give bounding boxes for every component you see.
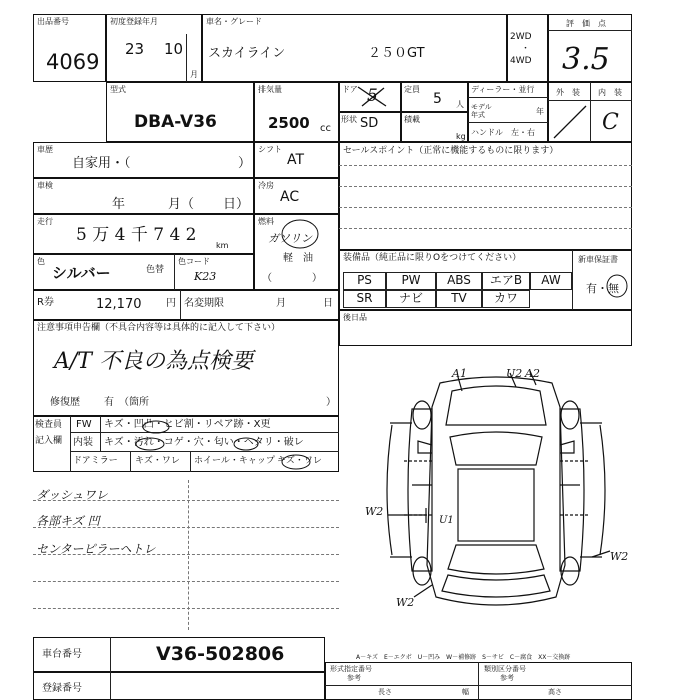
form-label: 形状 (341, 115, 357, 124)
repair-label: 修復歴 (50, 397, 80, 408)
diagram-mark-a1: A1 (452, 367, 467, 380)
other-label: 後日品 (343, 313, 367, 322)
inspector-label-1: 検査員 (35, 420, 63, 430)
reg-number-label: 登録番号 (42, 683, 82, 694)
door-value: 5 (367, 86, 378, 106)
diagram-mark-a2: A2 (525, 367, 540, 380)
registration-year: 23 (125, 40, 145, 58)
recycle-amount: 12,170 (96, 297, 142, 312)
repair-close: ） (326, 397, 336, 408)
door-cross-mark (356, 84, 390, 110)
displacement-label: 排気量 (258, 85, 282, 94)
fuel-paren: （ ） (262, 273, 322, 284)
equip-airbag: エアB (482, 272, 530, 290)
hand-note-3: センターピラーヘトレ (36, 542, 156, 556)
color-label: 色 (37, 257, 45, 266)
kg-unit: kg (456, 132, 466, 141)
interior-check-items: キズ・汚れ・コゲ・穴・匂い・ヘタリ・破レ (104, 437, 304, 448)
model-label: 型式 (110, 85, 126, 94)
chassis-number: V36-502806 (156, 643, 285, 665)
door-label: ドア (342, 85, 358, 94)
equip-pw: PW (386, 272, 436, 290)
equip-navi: ナビ (386, 290, 436, 308)
mirror-label: ドアミラー (73, 456, 118, 466)
warranty-value: 有・無 (586, 282, 619, 295)
month-unit: 月 (190, 70, 198, 79)
wheel-items: キズ・ワレ (277, 456, 322, 466)
mileage-value: 5 万 4 千 7 4 2 (76, 225, 197, 245)
equip-tv: TV (436, 290, 482, 308)
equip-leather: カワ (482, 290, 530, 308)
equip-ps: PS (343, 272, 386, 290)
score-label: 評 価 点 (566, 19, 606, 28)
registration-label: 初度登録年月 (110, 17, 158, 26)
car-name: スカイライン (208, 46, 286, 61)
class-number-label: 類別区分番号 (484, 665, 526, 673)
inspection-label: 車検 (37, 181, 53, 190)
chassis-label: 車台番号 (42, 649, 82, 660)
shift-label: シフト (258, 145, 282, 154)
drive-2wd: 2WD (510, 32, 532, 42)
interior-check-label: 内装 (73, 437, 93, 448)
warranty-circle-mark (604, 272, 630, 300)
class-number-sub: 参考 (500, 674, 514, 682)
category-close: ） (238, 156, 252, 171)
fuel-value: ガソリン (268, 232, 312, 245)
diagram-mark-u1: U1 (439, 515, 454, 526)
hand-note-2: 各部キズ 凹 (36, 514, 100, 528)
model-year-label: モデル年式 (471, 103, 492, 119)
width-label: 幅 (462, 688, 469, 696)
diagram-mark-u2: U2 (506, 367, 523, 380)
color-change-label: 色替 (146, 265, 165, 275)
yen-unit: 円 (166, 298, 176, 309)
diesel-label: 軽 油 (283, 253, 313, 264)
recycle-label: R券 (37, 297, 54, 308)
ac-value: AC (280, 189, 300, 205)
car-grade: ２５０GT (368, 46, 425, 61)
equipment-label: 装備品（純正品に限りOをつけてください） (343, 253, 522, 263)
inspection-month: 月（ (168, 197, 195, 212)
sales-point-box (339, 142, 632, 250)
category-box (33, 142, 254, 178)
type-designation-label: 形式指定番号 (330, 665, 372, 673)
height-label: 高さ (548, 688, 562, 696)
fw-items: キズ・凹凸・ヒビ割・リペア跡・X更 (104, 419, 271, 430)
equip-aw: AW (530, 272, 572, 290)
diagram-mark-w2-right: W2 (610, 550, 629, 563)
diagram-mark-w2-left: W2 (365, 505, 384, 518)
mileage-label: 走行 (37, 217, 53, 226)
drive-4wd: 4WD (510, 56, 532, 66)
hand-note-1: ダッシュワレ (36, 488, 108, 502)
color-code: K23 (194, 270, 217, 283)
interior-label: 内 装 (598, 88, 622, 97)
transfer-month: 月 (276, 298, 286, 309)
fuel-label: 燃料 (258, 217, 274, 226)
sales-point-label: セールスポイント（正常に機能するものに限ります） (343, 146, 559, 156)
transfer-day: 日 (323, 298, 333, 309)
exterior-label: 外 装 (556, 88, 580, 97)
equip-sr: SR (343, 290, 386, 308)
dealer-label: ディーラー・並行 (471, 85, 535, 94)
category-label: 車歴 (37, 145, 53, 154)
damage-legend: A－キズ E－エクボ U－凹み W－補修跡 S－サビ C－腐食 XX－交換跡 (356, 654, 571, 661)
capacity-label: 定員 (404, 85, 420, 94)
person-unit: 人 (456, 100, 464, 109)
shift-value: AT (287, 152, 305, 168)
displacement-value: 2500 (268, 114, 310, 132)
registration-month: 10 (164, 40, 184, 58)
type-designation-sub: 参考 (347, 674, 361, 682)
transfer-label: 名変期限 (184, 298, 224, 309)
equip-abs: ABS (436, 272, 482, 290)
notes-label: 注意事項申告欄（不具合内容等は具体的に記入して下さい） (37, 323, 281, 333)
listing-number-label: 出品番号 (37, 17, 69, 26)
car-damage-diagram (360, 365, 632, 625)
score-value: 3.5 (562, 42, 610, 77)
year-unit: 年 (536, 107, 544, 116)
repair-value: 有 （箇所 (104, 397, 149, 408)
km-unit: km (216, 241, 229, 250)
interior-grade: C (602, 110, 619, 135)
drive-dot: ・ (521, 44, 531, 54)
inspection-year: 年 (112, 197, 126, 212)
car-name-label: 車名・グレード (206, 17, 262, 26)
handle-label: ハンドル 左・右 (471, 128, 535, 137)
new-car-warranty-label: 新車保証書 (578, 255, 618, 264)
model-code: DBA-V36 (134, 112, 217, 132)
category-value: 自家用・（ (72, 156, 131, 171)
cc-unit: cc (320, 123, 331, 134)
notes-handwriting: A/T 不良の為点検要 (54, 349, 253, 374)
color-value: シルバー (52, 264, 111, 282)
diagram-mark-w2-bottom: W2 (396, 596, 415, 609)
length-label: 長さ (378, 688, 392, 696)
inspector-label-2: 記入欄 (35, 436, 63, 446)
inspection-box (33, 178, 254, 214)
load-label: 積載 (404, 115, 420, 124)
listing-number: 4069 (46, 50, 100, 74)
color-code-label: 色コード (178, 257, 210, 266)
capacity-value: 5 (433, 91, 442, 107)
form-value: SD (360, 116, 379, 131)
fw-label: FW (76, 419, 92, 430)
ac-label: 冷房 (258, 181, 274, 190)
exterior-slash-mark (550, 102, 590, 140)
mirror-items: キズ・ワレ (135, 456, 180, 466)
wheel-label: ホイール・キャップ (194, 456, 275, 466)
other-box (339, 310, 632, 346)
inspection-day: 日） (223, 197, 250, 212)
fuel-circle-mark (262, 216, 324, 252)
